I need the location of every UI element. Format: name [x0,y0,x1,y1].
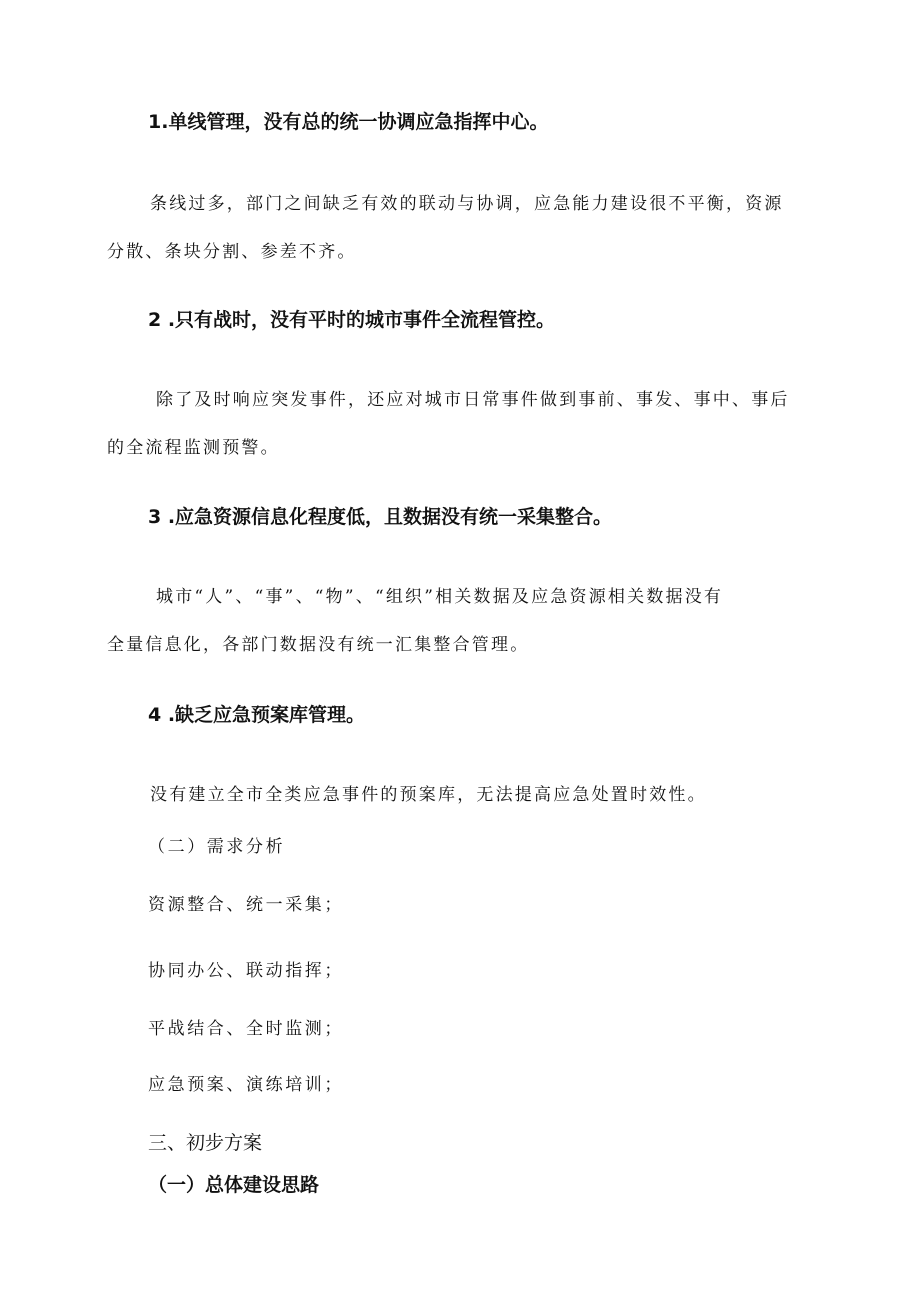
paragraph-4-line-1: 没有建立全市全类应急事件的预案库，无法提高应急处置时效性。 [150,785,707,805]
needs-title: （二）需求分析 [148,837,286,857]
paragraph-1-line-2: 分散、条块分割、参差不齐。 [107,242,357,262]
needs-item-4: 应急预案、演练培训； [148,1075,344,1095]
section-title: 三、初步方案 [148,1132,263,1154]
needs-item-2: 协同办公、联动指挥； [148,961,344,981]
paragraph-1-line-1: 条线过多，部门之间缺乏有效的联动与协调，应急能力建设很不平衡，资源 [150,194,784,214]
heading-1: 1.单线管理，没有总的统一协调应急指挥中心。 [148,111,549,133]
subsection-title: （一）总体建设思路 [148,1174,320,1196]
paragraph-2-line-2: 的全流程监测预警。 [107,438,280,458]
paragraph-3-line-1: 城市“人”、“事”、“物”、“组织”相关数据及应急资源相关数据没有 [156,587,724,607]
heading-3: 3 .应急资源信息化程度低，且数据没有统一采集整合。 [148,506,613,528]
needs-item-3: 平战结合、全时监测； [148,1019,344,1039]
heading-2: 2 .只有战时，没有平时的城市事件全流程管控。 [148,309,556,331]
needs-item-1: 资源整合、统一采集； [148,895,344,915]
heading-4: 4 .缺乏应急预案库管理。 [148,704,366,726]
paragraph-2-line-1: 除了及时响应突发事件，还应对城市日常事件做到事前、事发、事中、事后 [156,390,790,410]
paragraph-3-line-2: 全量信息化，各部门数据没有统一汇集整合管理。 [107,635,530,655]
